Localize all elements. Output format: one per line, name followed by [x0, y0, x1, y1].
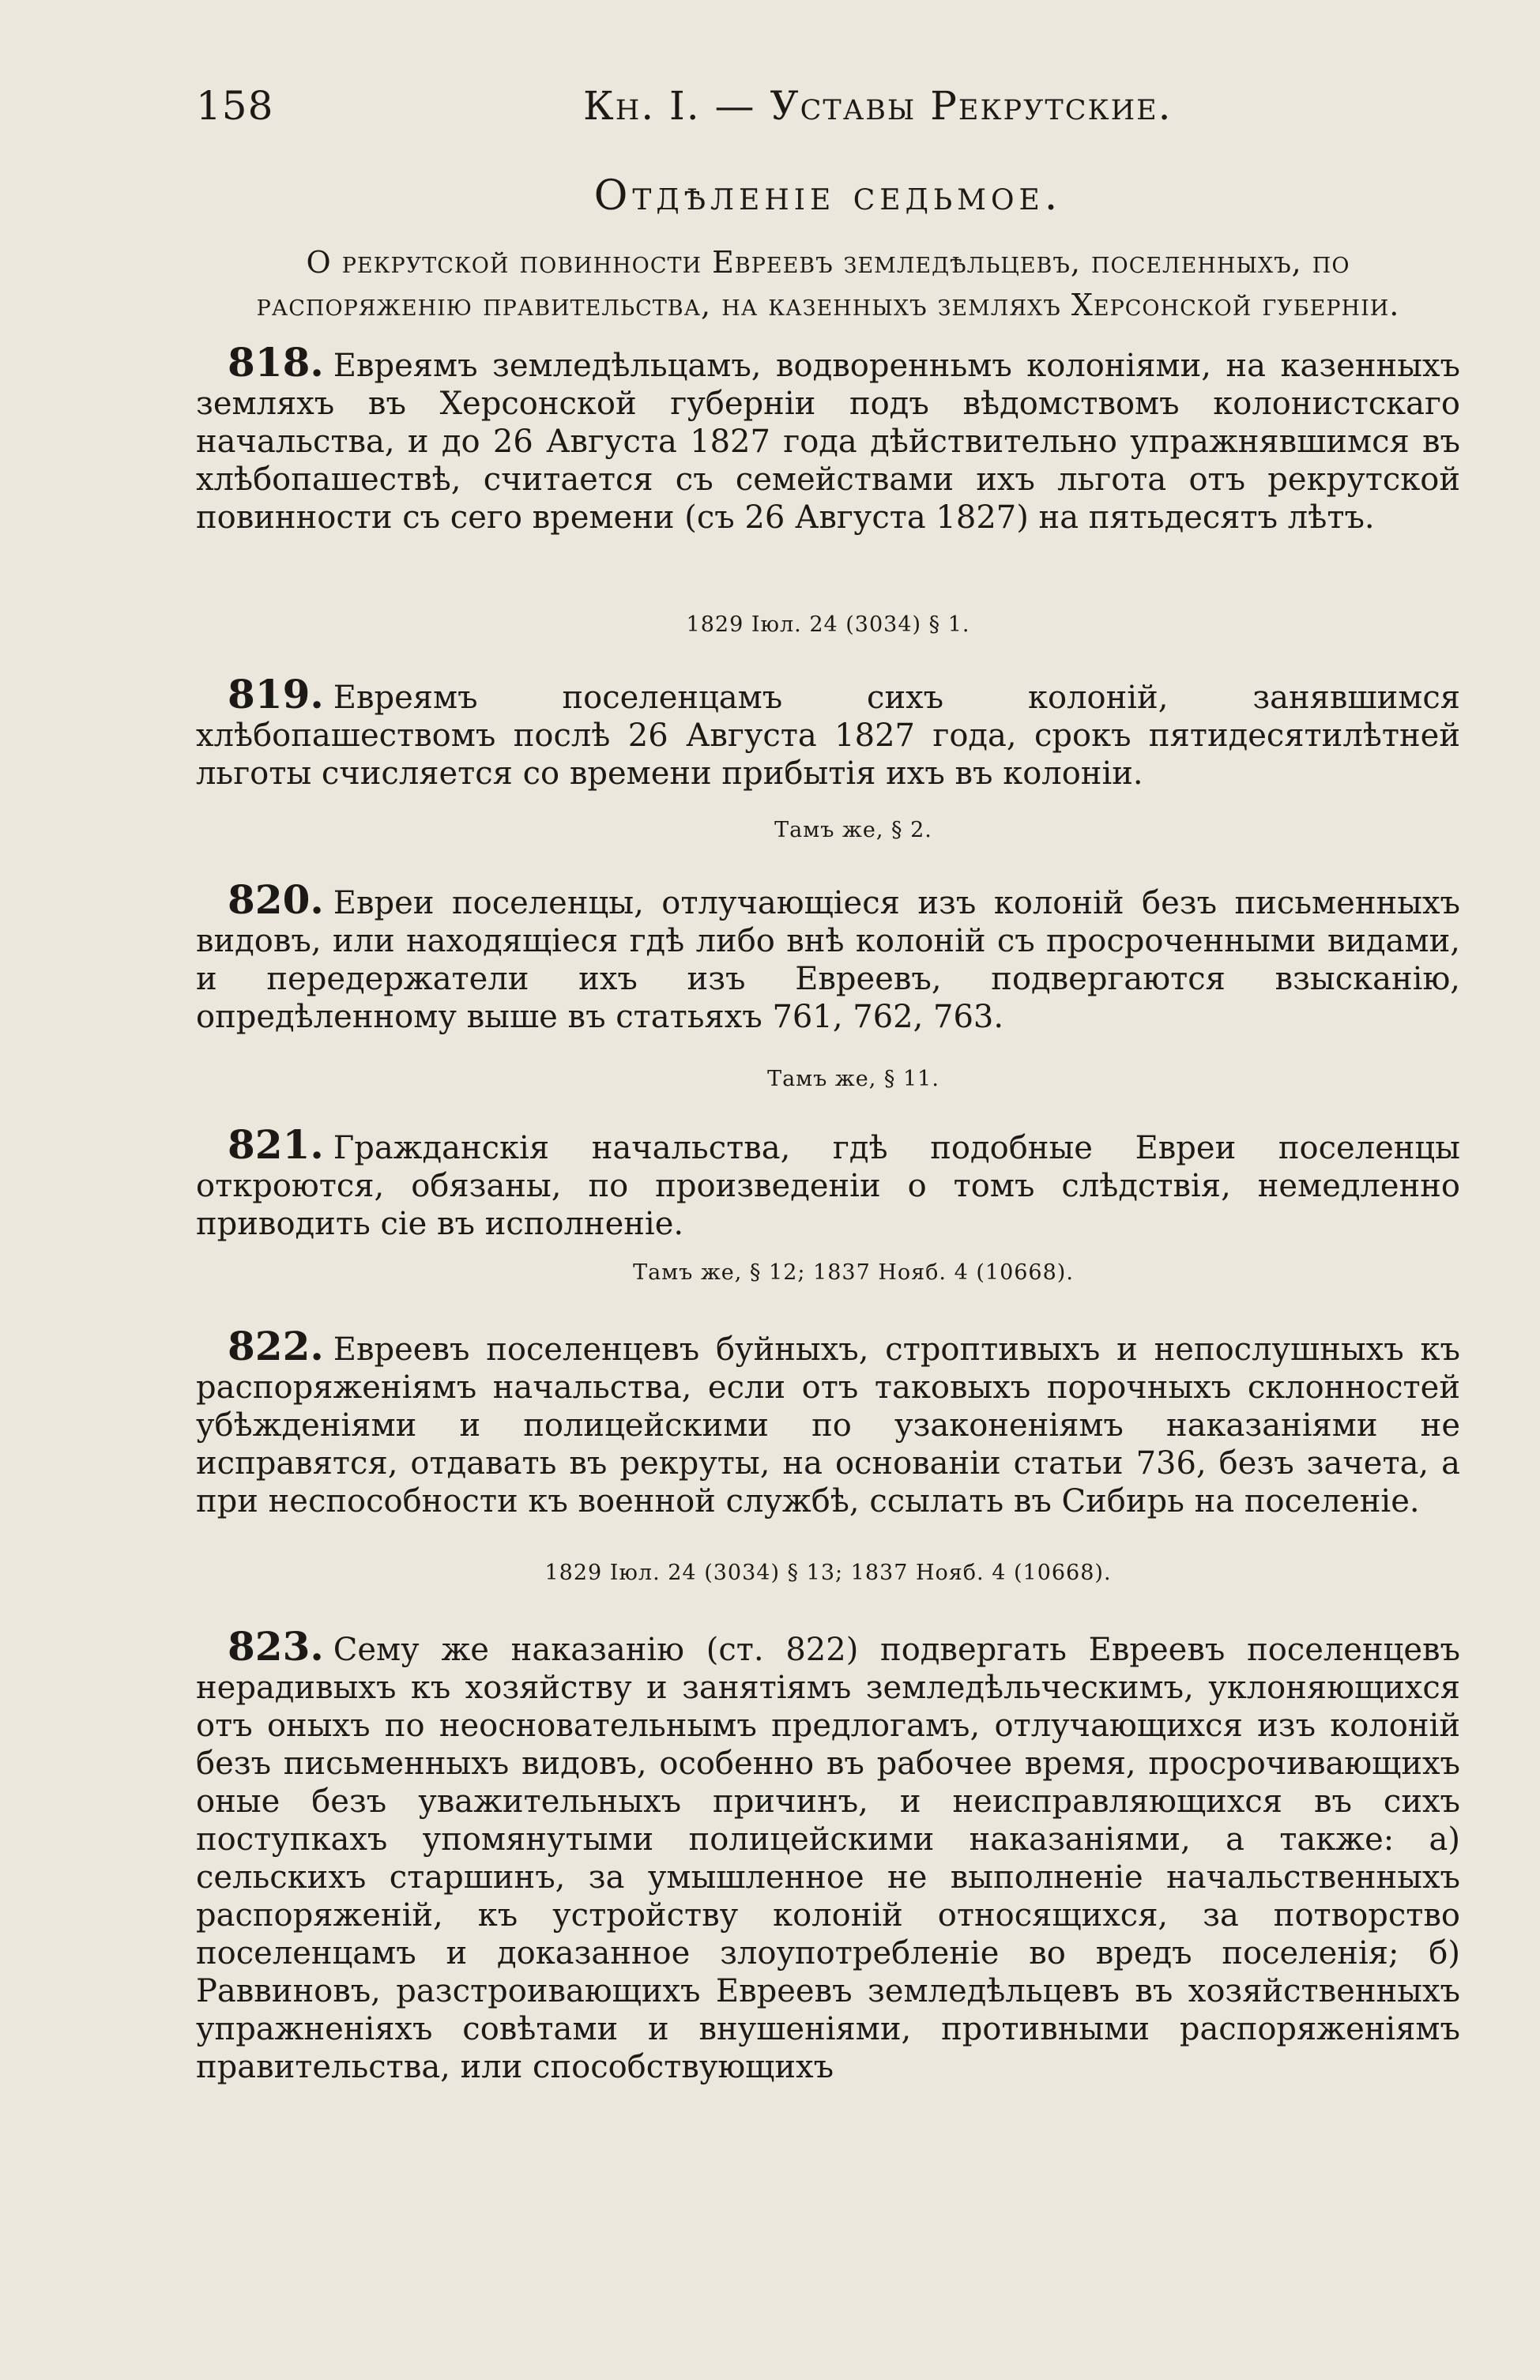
article-source: 1829 Іюл. 24 (3034) § 1.	[686, 612, 970, 637]
article-823	[196, 1623, 1460, 2086]
running-header	[196, 83, 1460, 138]
article-source: Тамъ же, § 11.	[767, 1067, 939, 1091]
article-number: 818.	[228, 339, 324, 386]
section-subtitle: О рекрутской повинности Евреевъ земледѣльцевъ, поселенныхъ, по распоряженію правительства, на казенныхъ земляхъ Херсонской губерніи.	[256, 245, 1400, 322]
article-number: 823.	[228, 1623, 324, 1670]
article-text: Евреямъ поселенцамъ сихъ колоній, занявшимся хлѣбопашествомъ послѣ 26 Августа 1827 года, срокъ пятидесятилѣтней льготы счисляется со времени прибытія ихъ въ колоніи.	[196, 680, 1460, 792]
article-number: 822.	[228, 1323, 324, 1369]
article-number: 821.	[228, 1121, 324, 1168]
article-text: Евреямъ земледѣльцамъ, водворенньмъ колоніями, на казенныхъ земляхъ въ Херсонской губерніи подъ вѣдомствомъ колонистскаго начальства, и до 26 Августа 1827 года дѣйствительно упражнявшимся въ хлѣбопашествѣ, считается съ семействами ихъ льгота отъ рекрутской повинности съ сего времени (съ 26 Августа 1827) на пятьдесятъ лѣтъ.	[196, 348, 1460, 536]
article-819	[196, 671, 1460, 793]
article-822	[196, 1323, 1460, 1520]
article-source: 1829 Іюл. 24 (3034) § 13; 1837 Нояб. 4 (10668).	[544, 1561, 1112, 1585]
article-text: Гражданскія начальства, гдѣ подобные Евреи поселенцы откроются, обязаны, по произведеніи о томъ слѣдствія, немедленно приводить сіе въ исполненіе.	[196, 1130, 1460, 1242]
article-818	[196, 339, 1460, 537]
article-number: 820.	[228, 876, 324, 923]
article-number: 819.	[228, 671, 324, 717]
article-821	[196, 1121, 1460, 1243]
article-source: Тамъ же, § 2.	[774, 818, 932, 842]
article-text: Сему же наказанію (ст. 822) подвергать Евреевъ поселенцевъ нерадивыхъ къ хозяйству и занятіямъ земледѣльческимъ, уклоняющихся отъ оныхъ по неосновательнымъ предлогамъ, отлучающихся изъ колоній безъ письменныхъ видовъ, особенно въ рабочее время, просрочивающихъ оные безъ уважительныхъ причинъ, и неисправляющихся въ сихъ поступкахъ упомянутыми полицейскими наказаніями, а также: а) сельскихъ старшинъ, за умышленное не выполненіе начальственныхъ распоряженій, къ устройству колоній относящихся, за потворство поселенцамъ и доказанное злоупотребленіе во вредъ поселенія; б) Раввиновъ, разстроивающихъ Евреевъ земледѣльцевъ въ хозяйственныхъ упражненіяхъ совѣтами и внушеніями, противными распоряженіямъ правительства, или способствующихъ	[196, 1632, 1460, 2085]
running-title: Кн. I. — Уставы Рекрутские.	[583, 83, 1173, 129]
article-source: Тамъ же, § 12; 1837 Нояб. 4 (10668).	[633, 1260, 1074, 1285]
page-number: 158	[196, 83, 274, 129]
article-text: Евреевъ поселенцевъ буйныхъ, строптивыхъ и непослушныхъ къ распоряженіямъ начальства, если отъ таковыхъ порочныхъ склонностей убѣжденіями и полицейскими по узаконеніямъ наказаніями не исправятся, отдавать въ рекруты, на основаніи статьи 736, безъ зачета, а при неспособности къ военной службѣ, ссылать въ Сибирь на поселеніе.	[196, 1331, 1460, 1520]
section-title: Отдѣленіе седьмое.	[593, 172, 1063, 220]
article-text: Евреи поселенцы, отлучающіеся изъ колоній безъ письменныхъ видовъ, или находящіеся гдѣ либо внѣ колоній съ просроченными видами, и передержатели ихъ изъ Евреевъ, подвергаются взысканію, опредѣленному выше въ статьяхъ 761, 762, 763.	[196, 885, 1460, 1035]
article-820	[196, 876, 1460, 1036]
